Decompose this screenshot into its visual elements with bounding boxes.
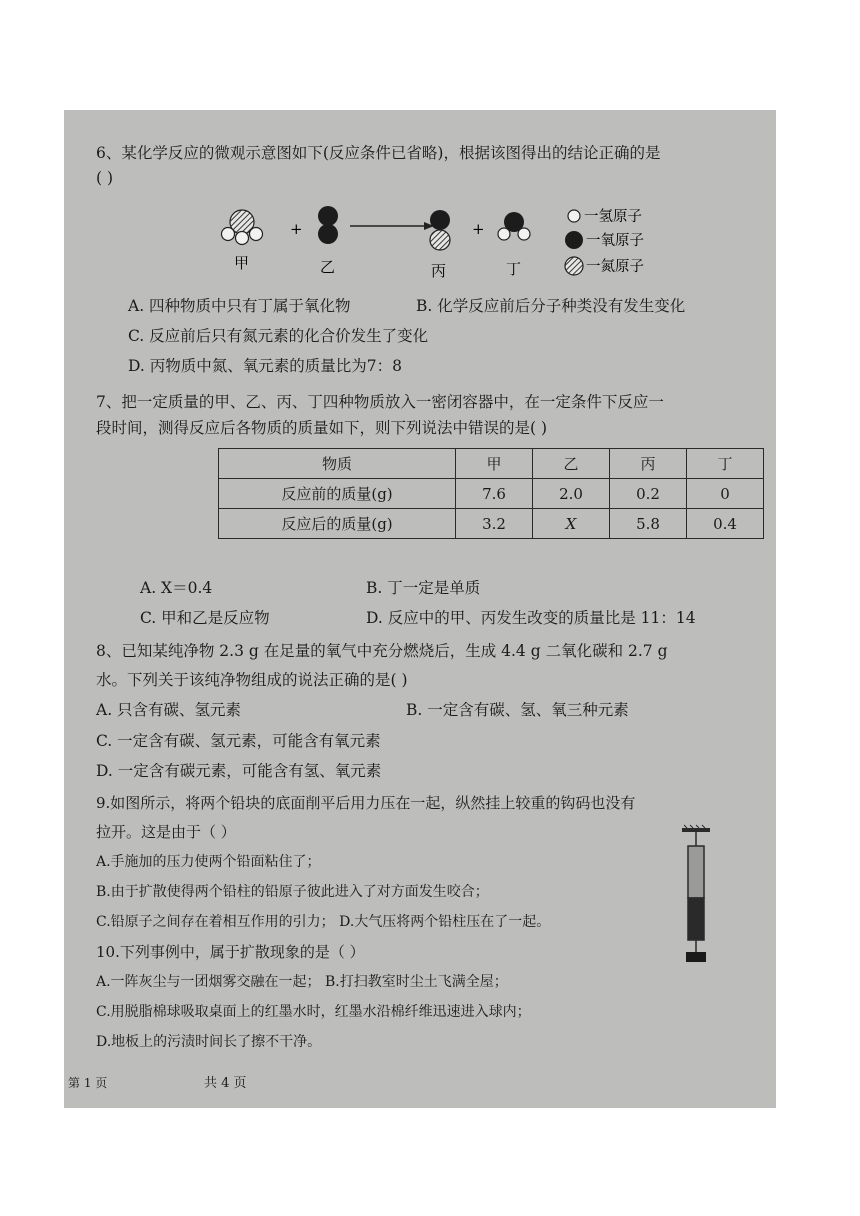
q7-option-a: A. X＝0.4 [140, 579, 213, 597]
exam-page [64, 110, 776, 1108]
hydrogen-legend-icon [568, 210, 580, 222]
table-cell: 5.8 [610, 509, 687, 539]
q9-stem-line1: 9.如图所示，将两个铅块的底面削平后用力压在一起，纵然挂上较重的钩码也没有 [96, 794, 636, 812]
table-row [219, 479, 764, 509]
q7-option-d: D. 反应中的甲、丙发生改变的质量比是 11：14 [366, 609, 696, 627]
molecule-bing [430, 210, 450, 250]
table-cell: 0 [687, 479, 764, 509]
table-cell: 0.4 [687, 509, 764, 539]
ceiling-bar [682, 828, 710, 832]
table-cell: 7.6 [456, 479, 533, 509]
table-cell: X [533, 509, 610, 539]
table-header-cell: 乙 [533, 449, 610, 479]
reaction-diagram [204, 196, 654, 282]
table-header-cell: 丙 [610, 449, 687, 479]
lower-lead-cylinder [688, 898, 704, 940]
table-cell: 0.2 [610, 479, 687, 509]
molecule-yi [318, 206, 338, 244]
oxygen-legend-icon [565, 231, 583, 249]
molecule-jia [222, 210, 263, 245]
table-row [219, 509, 764, 539]
q6-stem-line2: ( ) [96, 169, 114, 187]
label-jia: 甲 [234, 254, 250, 272]
table-header-cell: 物质 [219, 449, 456, 479]
plus-sign-2: + [472, 220, 485, 238]
q6-option-c: C. 反应前后只有氮元素的化合价发生了变化 [128, 327, 429, 345]
legend-nitrogen: 一氮原子 [586, 259, 644, 275]
footer-page-number: 第 1 页 [68, 1076, 108, 1090]
q9-option-b: B.由于扩散使得两个铅柱的铅原子彼此进入了对方面发生咬合； [96, 884, 489, 900]
q7-option-c: C. 甲和乙是反应物 [140, 609, 270, 627]
q8-option-b: B. 一定含有碳、氢、氧三种元素 [406, 701, 629, 719]
nitrogen-legend-icon [565, 257, 583, 275]
table-header-cell: 丁 [687, 449, 764, 479]
q9-option-a: A.手施加的压力使两个铅面粘住了； [96, 854, 321, 870]
table-cell: 反应后的质量(g) [219, 509, 456, 539]
plus-sign-1: + [290, 220, 303, 238]
q8-stem-line2: 水。下列关于该纯净物组成的说法正确的是( ) [96, 671, 408, 689]
table-cell: 2.0 [533, 479, 610, 509]
mass-table [218, 448, 764, 539]
q8-stem-line1: 8、已知某纯净物 2.3 g 在足量的氧气中充分燃烧后，生成 4.4 g 二氧化碳和 2.7 g [96, 642, 668, 660]
q7-option-b: B. 丁一定是单质 [366, 579, 481, 597]
table-cell: 反应前的质量(g) [219, 479, 456, 509]
label-ding: 丁 [506, 260, 522, 278]
legend-hydrogen: 一氢原子 [584, 209, 642, 225]
label-yi: 乙 [320, 258, 336, 276]
q10-stem: 10.下列事例中，属于扩散现象的是（ ） [96, 943, 365, 961]
q6-option-a: A. 四种物质中只有丁属于氧化物 [128, 297, 351, 315]
q6-option-b: B. 化学反应前后分子种类没有发生变化 [416, 297, 686, 315]
q6-option-d: D. 丙物质中氮、氧元素的质量比为7：8 [128, 357, 402, 375]
q8-option-c: C. 一定含有碳、氢元素，可能含有氧元素 [96, 732, 381, 750]
table-cell: 3.2 [456, 509, 533, 539]
q7-stem-line2: 段时间，测得反应后各物质的质量如下，则下列说法中错误的是( ) [96, 419, 548, 437]
lead-cylinders-figure [676, 824, 716, 966]
label-bing: 丙 [431, 262, 447, 280]
q7-stem-line1: 7、把一定质量的甲、乙、丙、丁四种物质放入一密闭容器中，在一定条件下反应一 [96, 393, 664, 411]
q10-option-ab: A.一阵灰尘与一团烟雾交融在一起； B.打扫教室时尘土飞满全屋； [96, 974, 508, 990]
footer-total-pages: 共 4 页 [204, 1076, 247, 1091]
q10-option-c: C.用脱脂棉球吸取桌面上的红墨水时，红墨水沿棉纤维迅速进入球内； [96, 1004, 531, 1020]
hook-weight [686, 952, 706, 962]
legend-oxygen: 一氧原子 [586, 233, 644, 249]
q8-option-d: D. 一定含有碳元素，可能含有氢、氧元素 [96, 762, 382, 780]
molecule-ding [498, 212, 530, 240]
q10-option-d: D.地板上的污渍时间长了擦不干净。 [96, 1034, 322, 1050]
upper-lead-cylinder [688, 846, 704, 898]
q6-stem-line1: 6、某化学反应的微观示意图如下(反应条件已省略)，根据该图得出的结论正确的是 [96, 144, 661, 162]
q9-stem-line2: 拉开。这是由于（ ） [96, 823, 236, 841]
q8-option-a: A. 只含有碳、氢元素 [96, 701, 242, 719]
q9-option-cd: C.铅原子之间存在着相互作用的引力； D.大气压将两个铅柱压在了一起。 [96, 914, 551, 930]
table-header-row [219, 449, 764, 479]
table-header-cell: 甲 [456, 449, 533, 479]
